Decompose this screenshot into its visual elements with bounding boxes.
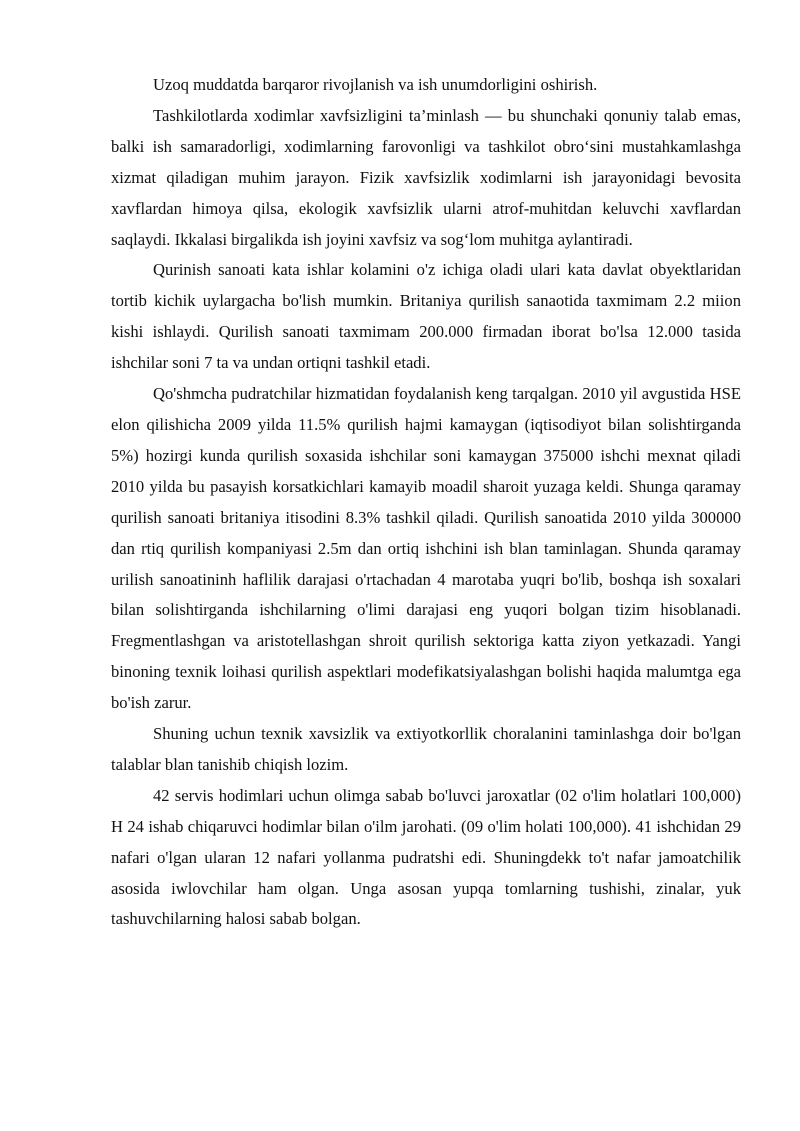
paragraph-injuries: 42 servis hodimlari uchun olimga sabab bo'luvci jaroxatlar (02 o'lim holatlari 100,000) H 24 ishab chiqaruvci hodimlar bilan o'ilm jarohati. (09 o'lim holati 100,000). 41 ishchidan 29 nafari o'lgan ularan 12 nafari yollanma pudratshi edi. Shuningdekk to't nafar jamoatchilik asosida iwlovchilar ham olgan. Unga asosan yupqa tomlarning tushishi, zinalar, yuk tashuvchilarning halosi sabab bolgan. xyxy=(111,785,741,929)
paragraph-safety: Tashkilotlarda xodimlar xavfsizligini ta’minlash — bu shunchaki qonuniy talab emas, balki ish samaradorligi, xodimlarning farovonligi va tashkilot obro‘sini mustahkamlashga xizmat qiladigan muhim jarayon. Fizik xavfsizlik xodimlarni ish jarayonidagi bevosita xavflardan himoya qilsa, ekologik xavfsizlik ularni atrof-muhitdan keluvchi xavflardan saqlaydi. Ikkalasi birgalikda ish joyini xavfsiz va sog‘lom muhitga aylantiradi. xyxy=(111,105,741,249)
document-body xyxy=(111,70,741,935)
paragraph-intro: Uzoq muddatda barqaror rivojlanish va ish unumdorligini oshirish. xyxy=(153,75,598,94)
paragraph-construction-industry: Qurinish sanoati kata ishlar kolamini o'z ichiga oladi ulari kata davlat obyektlaridan tortib kichik uylargacha bo'lish mumkin. Britaniya qurilish sanaotida taxmimam 2.2 miion kishi ishlaydi. Qurilish sanoati taxmimam 200.000 firmadan iborat bo'lsa 12.000 tasida ishchilar soni 7 ta va undan ortiqni tashkil etadi. xyxy=(111,260,741,373)
paragraph-contractors: Qo'shmcha pudratchilar hizmatidan foydalanish keng tarqalgan. 2010 yil avgustida HSE elon qilishicha 2009 yilda 11.5% qurilish hajmi kamaygan (iqtisodiyot bilan solishtirganda 5%) hozirgi kunda qurilish soxasida ishchilar soni kamaygan 375000 ishchi mexnat qiladi 2010 yilda bu pasayish korsatkichlari kamayib moadil sharoit yuzaga keldi. Shunga qaramay qurilish sanoati britaniya itisodini 8.3% tashkil qiladi. Qurilish sanoatida 2010 yilda 300000 dan rtiq qurilish kompaniyasi 2.5m dan ortiq ishchini ish blan taminlagan. Shunda qaramay urilish sanoatininh haflilik darajasi o'rtachadan 4 marotaba yuqri bo'lib, boshqa ish soxalari bilan solishtirganda ishchilarning o'limi darajasi eng yuqori bolgan tizim hisoblanadi. Fregmentlashgan va aristotellashgan shroit qurilish sektoriga katta ziyon yetkazadi. Yangi binoning texnik loihasi qurilish aspektlari modefikatsiyalashgan bolishi haqida malumtga ega bo'ish zarur. xyxy=(111,384,741,713)
paragraph-requirements: Shuning uchun texnik xavsizlik va extiyotkorllik choralanini taminlashga doir bo'lgan talablar blan tanishib chiqish lozim. xyxy=(111,724,741,774)
